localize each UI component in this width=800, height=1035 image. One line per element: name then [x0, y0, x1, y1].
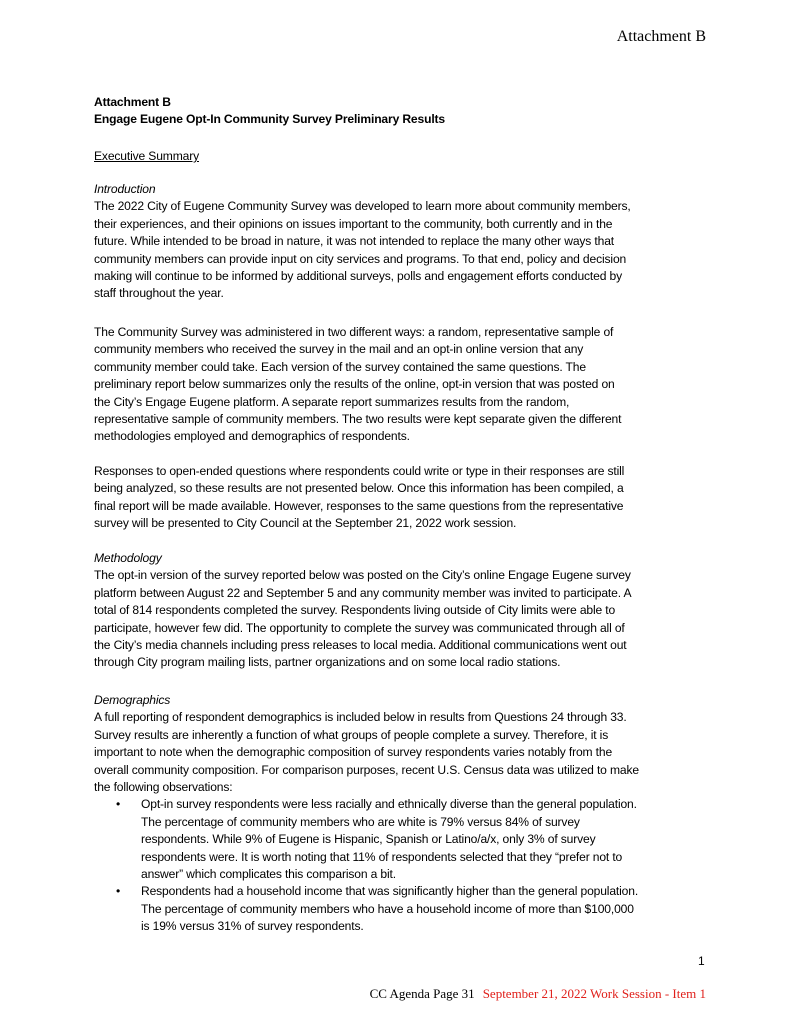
text-line: community members who received the survey in the mail and an opt-in online version that any	[94, 342, 584, 357]
text-line: respondents. While 9% of Eugene is Hispanic, Spanish or Latino/a/x, only 3% of survey	[141, 832, 596, 847]
text-line: community members can provide input on city services and programs. To that end, policy and decision	[94, 251, 627, 266]
methodology-section	[94, 550, 734, 672]
text-line: total of 814 respondents completed the survey. Respondents living outside of City limits were able to	[94, 603, 616, 618]
text-line: is 19% versus 31% of survey respondents.	[141, 919, 364, 934]
text-line: future. While intended to be broad in nature, it was not intended to replace the many other ways that	[94, 234, 614, 249]
text-line: The 2022 City of Eugene Community Survey was developed to learn more about community members,	[94, 199, 631, 214]
executive-summary-heading: Executive Summary	[94, 149, 199, 163]
introduction-paragraph-1	[94, 198, 734, 302]
text-line: A full reporting of respondent demographics is included below in results from Questions 24 through 33.	[94, 710, 627, 725]
text-line: The opt-in version of the survey reported below was posted on the City’s online Engage Eugene survey	[94, 568, 631, 583]
document-title	[94, 94, 734, 129]
introduction-paragraph-2	[94, 324, 734, 446]
demographics-paragraph	[94, 709, 734, 796]
footer-session: September 21, 2022 Work Session - Item 1	[482, 986, 706, 1001]
text-line: community member could take. Each version of the survey contained the same questions. The	[94, 359, 586, 374]
text-line: platform between August 22 and September 5 and any community member was invited to participate. A	[94, 585, 632, 600]
text-line: preliminary report below summarizes only the results of the online, opt-in version that was posted on	[94, 377, 615, 392]
bullet-item	[94, 796, 734, 883]
methodology-paragraph	[94, 567, 734, 671]
bullet-text	[141, 796, 734, 883]
bullet-icon: •	[116, 884, 121, 899]
text-line: participate, however few did. The opportunity to complete the survey was communicated through all of	[94, 620, 625, 635]
text-line: Responses to open-ended questions where respondents could write or type in their responses are still	[94, 464, 625, 478]
text-line: their experiences, and their opinions on issues important to the community, both currently and in the	[94, 216, 613, 231]
text-line: The percentage of community members who have a household income of more than $100,000	[141, 901, 634, 916]
text-line: final report will be made available. However, responses to the same questions from the representative	[94, 498, 624, 513]
bullet-icon: •	[116, 797, 121, 812]
text-line: Respondents had a household income that was significantly higher than the general population.	[141, 884, 639, 899]
text-line: being analyzed, so these results are not presented below. Once this information has been compiled, a	[94, 481, 624, 496]
text-line: survey will be presented to City Council at the September 21, 2022 work session.	[94, 516, 517, 531]
introduction-section	[94, 181, 734, 303]
text-line: through City program mailing lists, partner organizations and on some local radio stations.	[94, 655, 561, 670]
text-line: the following observations:	[94, 780, 233, 795]
demographics-heading: Demographics	[94, 693, 171, 707]
text-line: representative sample of community members. The two results were kept separate given the different	[94, 412, 622, 427]
title-line-2: Engage Eugene Opt-In Community Survey Preliminary Results	[94, 112, 445, 127]
introduction-paragraph-3	[94, 463, 734, 533]
text-line: making will continue to be informed by additional surveys, polls and engagement efforts conducted by	[94, 269, 622, 284]
text-line: the City’s media channels including press releases to local media. Additional communications went out	[94, 638, 627, 653]
text-line: methodologies employed and demographics of respondents.	[94, 429, 410, 444]
text-line: answer” which complicates this comparison a bit.	[141, 867, 396, 882]
text-line: staff throughout the year.	[94, 286, 224, 301]
text-line: Opt-in survey respondents were less racially and ethnically diverse than the general population.	[141, 797, 637, 812]
text-line: Survey results are inherently a function of what groups of people complete a survey. Therefore, it is	[94, 727, 609, 742]
page-number: 1	[698, 954, 705, 968]
text-line: The percentage of community members who are white is 79% versus 84% of survey	[141, 814, 580, 829]
text-line: the City’s Engage Eugene platform. A separate report summarizes results from the random,	[94, 394, 570, 409]
footer-agenda-page: CC Agenda Page 31	[369, 986, 475, 1001]
bullet-item	[94, 883, 734, 935]
demographics-section	[94, 692, 734, 936]
text-line: respondents were. It is worth noting that 11% of respondents selected that they “prefer not to	[141, 849, 623, 864]
text-line: important to note when the demographic composition of survey respondents varies notably from the	[94, 745, 613, 760]
methodology-heading: Methodology	[94, 551, 162, 565]
text-line: The Community Survey was administered in two different ways: a random, representative sample of	[94, 325, 614, 339]
attachment-header: Attachment B	[616, 28, 706, 45]
title-line-1: Attachment B	[94, 95, 171, 109]
introduction-heading: Introduction	[94, 182, 156, 196]
footer	[370, 986, 706, 1002]
text-line: overall community composition. For comparison purposes, recent U.S. Census data was utilized to make	[94, 762, 639, 777]
bullet-text	[141, 883, 734, 935]
